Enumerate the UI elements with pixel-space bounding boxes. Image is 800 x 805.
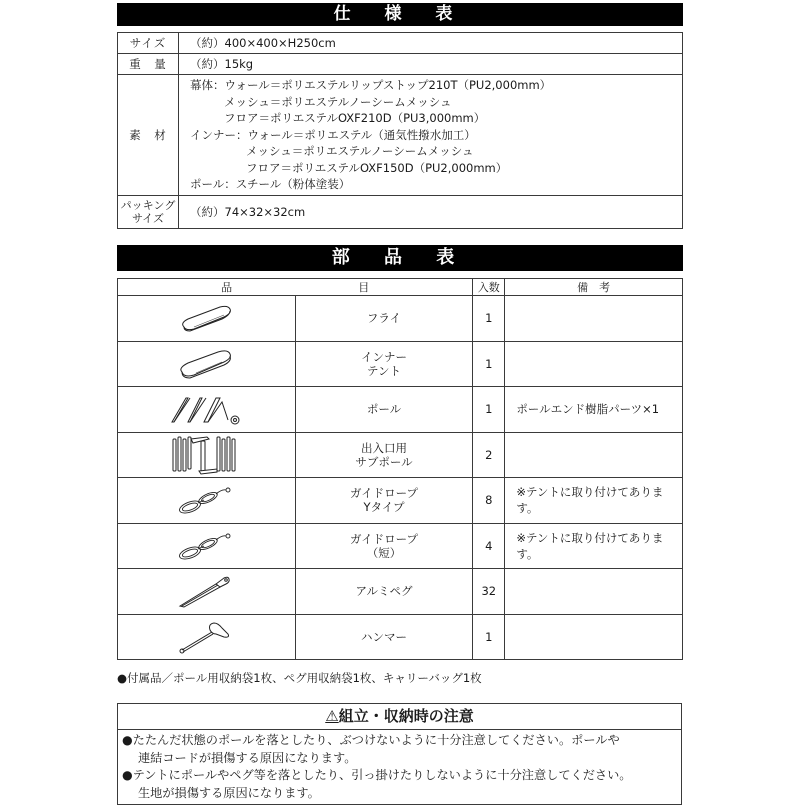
part-note: ポールエンド樹脂パーツ×1 [505,387,683,433]
header-notes: 備 考 [505,279,683,296]
spec-section-title: 仕 様 表 [117,3,683,26]
part-qty: 1 [473,296,505,342]
part-qty: 32 [473,569,505,615]
part-name [295,478,473,524]
part-note [505,432,683,478]
table-row [118,569,683,615]
table-row [118,432,683,478]
spec-value: （約）400×400×H250cm [179,33,683,54]
part-name-line: インナー [360,349,407,364]
part-name-line: ハンマー [360,629,407,644]
part-name [295,296,473,342]
part-name-line: ガイドロープ [349,486,419,501]
part-note: ※テントに取り付けてあります。 [505,478,683,524]
part-name [295,341,473,387]
part-name-line: Yタイプ [363,500,405,515]
spec-value-materials [179,75,683,196]
part-name-line: （短） [366,545,402,560]
part-name-line: 出入口用 [360,440,407,455]
spec-value: （約）15kg [179,54,683,75]
caution-box [117,703,682,805]
header-item-b: 目 [358,281,370,294]
part-qty: 2 [473,432,505,478]
caution-title [118,704,681,730]
table-row [118,341,683,387]
part-name-line: フライ [366,311,402,326]
spec-label [118,196,179,229]
spec-row-size [118,33,683,54]
header-item [118,279,473,296]
sub-pole-icon [171,435,241,475]
aluminum-peg-icon [176,574,236,608]
guy-rope-icon [176,485,236,515]
spec-table [117,32,683,229]
part-qty: 1 [473,614,505,660]
parts-table [117,278,683,660]
part-qty: 4 [473,523,505,569]
caution-title-text: 組立・収納時の注意 [338,707,474,725]
part-note [505,296,683,342]
warning-icon: ⚠ [325,707,339,725]
spec-label-line: サイズ [131,212,165,225]
guy-rope-short-icon [176,531,236,561]
parts-section-title: 部 品 表 [117,245,683,271]
part-name-line: アルミペグ [355,584,413,599]
table-row [118,296,683,342]
material-line: メッシュ＝ポリエステルノーシームメッシュ [246,144,474,159]
part-name [295,523,473,569]
material-line: メッシュ＝ポリエステルノーシームメッシュ [224,94,452,109]
part-name-line: ガイドロープ [349,531,419,546]
caution-item-line: 連結コードが損傷する原因になります。 [138,750,357,765]
material-line: インナー：ウォール＝ポリエステル（通気性撥水加工） [190,127,476,142]
spec-label: 素 材 [118,75,179,196]
part-name-line: サブポール [355,454,413,469]
part-name-line: ポール [366,402,402,417]
inner-tent-icon [176,348,236,380]
material-line: ポール：スチール（粉体塗装） [190,177,351,192]
part-name-line: テント [367,363,401,378]
material-line: フロア＝ポリエステルOXF210D（PU3,000mm） [224,111,486,126]
part-note [505,614,683,660]
part-qty: 8 [473,478,505,524]
spec-row-weight [118,54,683,75]
part-name [295,569,473,615]
spec-value: （約）74×32×32cm [179,196,683,229]
caution-item-line: 生地が損傷する原因になります。 [138,785,320,800]
caution-item-line: ●たたんだ状態のポールを落としたり、ぶつけないように十分注意してください。ポールや [122,733,620,747]
part-qty: 1 [473,387,505,433]
spec-row-material [118,75,683,196]
spec-label: 重 量 [118,54,179,75]
spec-label-line: パッキング [120,199,176,212]
header-qty: 入数 [473,279,505,296]
table-row [118,478,683,524]
part-name [295,432,473,478]
part-note [505,341,683,387]
caution-body [118,730,681,804]
table-row [118,614,683,660]
header-item-a: 品 [221,281,233,294]
material-line: フロア＝ポリエステルOXF150D（PU2,000mm） [246,160,508,175]
caution-item-line: ●テントにポールやペグ等を落としたり、引っ掛けたりしないように十分注意してください。 [122,768,632,782]
pole-icon [166,392,246,426]
part-note [505,569,683,615]
part-note: ※テントに取り付けてあります。 [505,523,683,569]
table-row [118,523,683,569]
parts-header-row [118,279,683,296]
part-qty: 1 [473,341,505,387]
table-row [118,387,683,433]
part-name [295,614,473,660]
spec-row-packing-size [118,196,683,229]
accessories-note: ●付属品／ポール用収納袋1枚、ペグ用収納袋1枚、キャリーバッグ1枚 [117,671,482,685]
material-line: 幕体：ウォール＝ポリエステルリップストップ210T（PU2,000mm） [190,78,552,93]
part-name [295,387,473,433]
spec-label: サイズ [118,33,179,54]
hammer-icon [176,620,236,654]
fly-sheet-icon [176,303,236,333]
